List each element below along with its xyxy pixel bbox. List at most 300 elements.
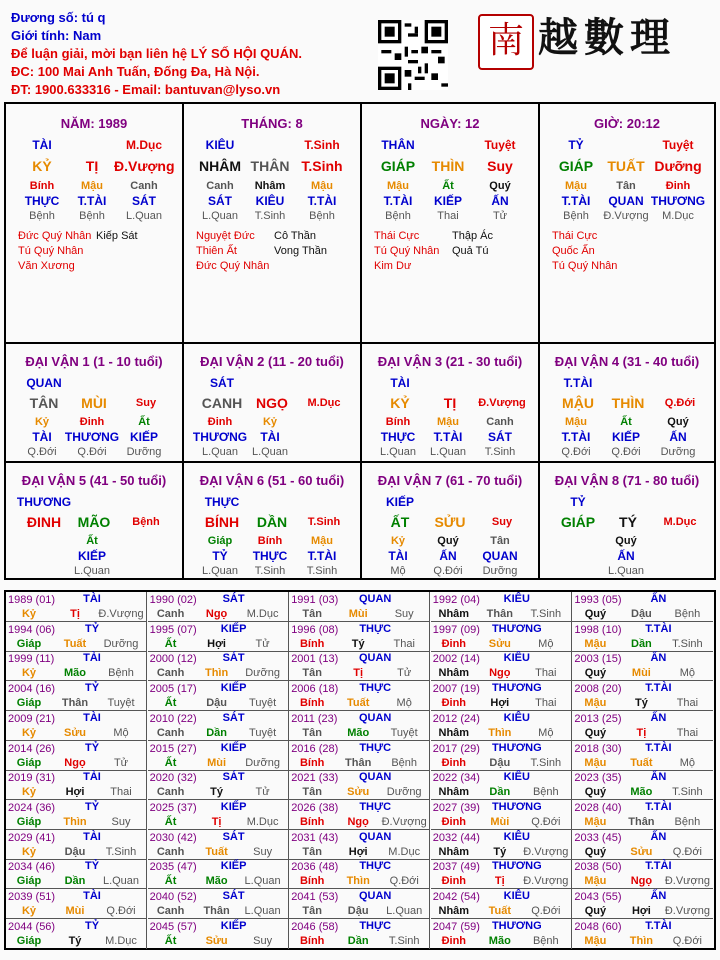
year-label: 2000 (12) <box>149 653 197 666</box>
year-branch: Sửu <box>630 845 653 858</box>
dai-van-phase: Q.Đới <box>664 397 696 409</box>
star-left: Tú Quý Nhân <box>552 260 618 272</box>
year-god: TỶ <box>84 622 100 635</box>
dai-van-branch: MÃO <box>77 514 111 530</box>
star-right: Vong Thần <box>274 245 328 257</box>
year-cell <box>431 681 572 711</box>
year-god: SÁT <box>222 890 245 902</box>
year-cell <box>148 919 289 949</box>
year-branch: Sửu <box>347 786 370 799</box>
year-stem: Nhâm <box>438 667 470 680</box>
year-cell <box>289 741 430 771</box>
pillar-row3: Mậu <box>387 180 409 192</box>
year-stem: Nhâm <box>438 905 470 917</box>
dai-van-god: T.TÀI <box>563 376 593 390</box>
dai-van-hidden-stem: Quý <box>437 535 459 547</box>
year-god: KIẾP <box>220 919 247 932</box>
year-label: 2039 (51) <box>8 891 56 903</box>
year-cell <box>148 592 289 622</box>
pillar-title: NGÀY: 12 <box>420 116 480 131</box>
pillar-row3: Mậu <box>565 180 587 192</box>
pillar-row4: SÁT <box>132 194 156 208</box>
year-phase: Q.Đới <box>389 875 419 888</box>
pillar-row4: THƯƠNG <box>650 194 706 208</box>
dai-van-hidden-stem: Mậu <box>437 416 459 428</box>
year-cell <box>572 711 713 741</box>
year-phase: Tử <box>255 786 270 799</box>
header-line: ĐT: 1900.633316 - Email: bantuvan@lyso.vn <box>11 82 281 97</box>
year-label: 2001 (13) <box>291 653 339 666</box>
year-cell <box>6 622 147 652</box>
star-left: Quốc Ấn <box>552 245 595 257</box>
year-phase: Đ.Vượng <box>523 845 569 858</box>
year-stem: Canh <box>156 905 185 917</box>
dai-van-hidden-stem: Bính <box>385 416 411 428</box>
year-stem: Bính <box>299 756 325 769</box>
year-cell <box>148 859 289 889</box>
year-label: 2038 (50) <box>574 861 622 874</box>
year-phase: M.Dục <box>388 845 421 858</box>
year-cell <box>431 592 572 622</box>
year-stem: Quý <box>584 786 607 799</box>
year-branch: Mão <box>347 726 370 739</box>
dai-van-hidden-phase: Dưỡng <box>126 446 162 458</box>
year-stem: Kỷ <box>21 905 37 917</box>
dai-van-stem: ẤT <box>390 514 410 530</box>
year-phase: Q.Đới <box>531 905 561 917</box>
year-branch: Tị <box>211 815 222 828</box>
star-left: Tú Quý Nhân <box>374 245 440 257</box>
year-phase: Đ.Vượng <box>523 875 569 888</box>
dai-van-hidden-god: TỶ <box>212 549 228 563</box>
dai-van-god: KIẾP <box>385 495 414 509</box>
year-label: 2027 (39) <box>432 801 480 814</box>
year-branch: Dậu <box>206 697 227 710</box>
year-god: SÁT <box>222 771 245 784</box>
star-left: Văn Xương <box>18 260 75 272</box>
year-god: SÁT <box>222 830 245 843</box>
year-cell <box>431 830 572 860</box>
year-branch: Hợi <box>490 697 510 710</box>
dai-van-hidden-stem: Quý <box>667 416 689 428</box>
year-god: ẤN <box>650 830 667 843</box>
year-label: 1997 (09) <box>432 623 480 636</box>
year-phase: Đ.Vượng <box>98 608 144 620</box>
year-label: 1998 (10) <box>574 623 622 636</box>
year-god: SÁT <box>222 711 245 724</box>
year-cell <box>431 651 572 681</box>
year-god: TỶ <box>84 682 100 695</box>
year-label: 2022 (34) <box>432 772 480 785</box>
year-god: KIÊU <box>503 711 530 724</box>
year-label: 1989 (01) <box>8 594 56 606</box>
year-label: 2009 (21) <box>8 712 56 725</box>
year-label: 2036 (48) <box>291 861 339 874</box>
star-right: Quả Tú <box>452 245 489 257</box>
star-left: Thái Cực <box>552 230 598 242</box>
star-left: Đức Quý Nhân <box>18 230 92 242</box>
year-god: THƯƠNG <box>491 800 542 813</box>
year-label: 2023 (35) <box>574 772 622 785</box>
year-label: 2015 (27) <box>149 742 197 755</box>
pillar-row3: Tân <box>616 180 636 192</box>
year-branch: Hợi <box>631 905 651 917</box>
pillar-row3: Ất <box>442 180 454 192</box>
year-stem: Kỷ <box>21 667 37 680</box>
header-line: Đương số: tú q <box>11 10 106 25</box>
year-label: 2017 (29) <box>432 742 480 755</box>
year-branch: Tý <box>210 786 224 799</box>
year-god: THƯƠNG <box>491 860 542 873</box>
dai-van-title: ĐẠI VẬN 1 (1 - 10 tuổi) <box>25 354 163 369</box>
dai-van-hidden-god: ẤN <box>669 430 687 444</box>
year-stem: Giáp <box>16 875 42 888</box>
dai-van-god: THƯƠNG <box>16 495 72 509</box>
dai-van-hidden-stem: Ất <box>138 416 150 428</box>
year-phase: Q.Đới <box>672 934 702 947</box>
year-phase: Thai <box>393 637 415 650</box>
year-phase: Bệnh <box>532 934 559 947</box>
year-god: QUAN <box>358 771 392 784</box>
year-phase: T.Sinh <box>530 756 562 769</box>
year-god: KIÊU <box>503 652 530 665</box>
year-phase: Bệnh <box>391 756 418 769</box>
year-label: 2028 (40) <box>574 801 622 814</box>
year-cell <box>572 592 713 622</box>
dai-van-title: ĐẠI VẬN 6 (51 - 60 tuổi) <box>199 473 345 488</box>
year-branch: Mùi <box>65 905 85 917</box>
dai-van-title: ĐẠI VẬN 4 (31 - 40 tuổi) <box>554 354 700 369</box>
year-cell <box>289 919 430 949</box>
dai-van-hidden-phase: L.Quan <box>251 446 289 458</box>
year-branch: Tị <box>494 875 505 888</box>
year-branch: Thìn <box>346 875 370 888</box>
year-stem: Đinh <box>441 934 467 947</box>
year-label: 2029 (41) <box>8 831 56 844</box>
year-phase: Tuyệt <box>107 697 135 710</box>
year-god: QUAN <box>358 652 392 665</box>
year-phase: Tuyệt <box>249 726 277 739</box>
dai-van-cell <box>362 463 540 578</box>
year-branch: Hợi <box>65 786 85 799</box>
dai-van-stem: CANH <box>201 395 243 411</box>
year-label: 1991 (03) <box>291 594 339 606</box>
year-label: 2011 (23) <box>291 712 338 725</box>
year-phase: M.Dục <box>246 608 279 620</box>
star-left: Đức Quý Nhân <box>196 260 270 272</box>
dai-van-god: TỶ <box>570 495 586 509</box>
year-cell <box>6 592 147 622</box>
year-stem: Đinh <box>441 637 467 650</box>
year-label: 2012 (24) <box>432 712 480 725</box>
pillar-row2: Đ.Vượng <box>114 158 175 174</box>
year-label: 2035 (47) <box>149 861 197 874</box>
year-branch: Dần <box>64 875 86 888</box>
year-phase: L.Quan <box>386 905 423 917</box>
year-cell <box>148 651 289 681</box>
year-cell <box>148 681 289 711</box>
year-god: KIÊU <box>503 830 530 843</box>
year-stem: Giáp <box>16 934 42 947</box>
year-stem: Bính <box>299 637 325 650</box>
year-branch: Thìn <box>204 667 229 680</box>
pillar-row4: QUAN <box>608 194 644 208</box>
year-god: THƯƠNG <box>491 682 542 695</box>
dai-van-hidden-god: T.TÀI <box>433 430 463 444</box>
pillar-title: THÁNG: 8 <box>241 116 303 131</box>
year-god: QUAN <box>358 593 392 605</box>
year-label: 2005 (17) <box>149 683 197 696</box>
dai-van-phase: M.Dục <box>663 516 697 528</box>
pillar-cell <box>362 104 540 344</box>
year-stem: Kỷ <box>21 845 37 858</box>
year-cell <box>431 711 572 741</box>
year-cell <box>289 830 430 860</box>
dai-van-phase: Bệnh <box>132 516 160 528</box>
year-label: 1999 (11) <box>8 653 55 666</box>
pillar-row2: THÂN <box>250 158 290 174</box>
pillar-row4: T.TÀI <box>307 194 337 208</box>
year-label: 1993 (05) <box>574 594 622 606</box>
year-god: TÀI <box>83 711 101 724</box>
dai-van-god: QUAN <box>26 376 62 390</box>
header-line: Giới tính: Nam <box>11 28 102 43</box>
year-god: KIÊU <box>503 771 530 784</box>
year-phase: L.Quan <box>102 875 140 888</box>
dai-van-hidden-stem: Bính <box>257 535 283 547</box>
year-branch: Sửu <box>205 934 228 947</box>
pillar-stems-top: TỶ <box>568 138 584 152</box>
year-cell <box>572 741 713 771</box>
year-stem: Nhâm <box>438 845 470 858</box>
year-stem: Bính <box>299 934 325 947</box>
year-cell <box>6 741 147 771</box>
year-phase: Q.Đới <box>106 905 136 917</box>
year-god: KIẾP <box>220 622 247 635</box>
year-branch: Thìn <box>629 934 653 947</box>
year-phase: Q.Đới <box>531 815 561 828</box>
year-stem: Giáp <box>16 756 42 769</box>
pillar-row4: T.TÀI <box>561 194 591 208</box>
year-label: 1996 (08) <box>291 623 339 636</box>
year-phase: Dưỡng <box>103 637 139 650</box>
dai-van-hidden-god: SÁT <box>488 430 512 444</box>
year-phase: Mộ <box>538 637 554 650</box>
pillar-row3: Mậu <box>81 180 103 192</box>
year-cell <box>6 770 147 800</box>
pillar-row3: Canh <box>130 180 158 192</box>
year-branch: Mùi <box>207 756 227 769</box>
year-branch: Mùi <box>490 815 510 828</box>
year-god: KIẾP <box>220 741 247 754</box>
year-branch: Dậu <box>347 905 369 917</box>
year-cell <box>572 681 713 711</box>
pillar-row3: Bính <box>29 180 55 192</box>
header-line: ĐC: 100 Mai Anh Tuấn, Đống Đa, Hà Nội. <box>11 64 260 79</box>
dai-van-branch: TÝ <box>619 514 637 530</box>
year-phase: Tử <box>113 756 129 769</box>
dai-van-hidden-phase: Q.Đới <box>77 446 107 458</box>
pillar-stems-top: M.Dục <box>126 138 162 152</box>
year-cell <box>572 770 713 800</box>
year-label: 2018 (30) <box>574 742 622 755</box>
year-cell <box>572 919 713 949</box>
year-god: TỶ <box>84 800 100 813</box>
year-god: ẤN <box>650 771 667 784</box>
pillar-row2: NHÂM <box>199 158 241 174</box>
pillar-cell <box>6 104 184 344</box>
year-cell <box>289 592 430 622</box>
year-god: KIẾP <box>220 800 247 813</box>
year-cell <box>572 859 713 889</box>
year-branch: Thìn <box>488 726 512 739</box>
pillar-row5: Tử <box>492 210 508 222</box>
dai-van-stem: TÂN <box>29 395 59 411</box>
year-branch: Tý <box>68 934 82 947</box>
year-stem: Giáp <box>16 697 42 710</box>
dai-van-god: SÁT <box>210 376 234 390</box>
year-branch: Sửu <box>63 726 87 739</box>
year-stem: Ất <box>164 875 177 888</box>
pillar-title: NĂM: 1989 <box>60 116 128 131</box>
year-cell <box>6 859 147 889</box>
year-phase: Mộ <box>679 756 696 769</box>
year-cell <box>6 651 147 681</box>
dai-van-hidden-god: TÀI <box>388 549 408 563</box>
dai-van-hidden-stem: Kỷ <box>262 416 278 428</box>
year-label: 2010 (22) <box>149 712 197 725</box>
star-left: Kim Dư <box>374 260 412 272</box>
year-god: THỰC <box>359 919 392 932</box>
year-god: ẤN <box>650 890 667 902</box>
year-god: TỶ <box>84 741 100 754</box>
year-god: TÀI <box>83 830 101 843</box>
year-branch: Thân <box>486 608 513 620</box>
pillar-stems-top: Tuyệt <box>662 138 694 152</box>
year-label: 2014 (26) <box>8 742 56 755</box>
year-stem: Kỷ <box>21 608 37 620</box>
pillar-row5: M.Dục <box>662 210 694 222</box>
dai-van-cell <box>540 344 714 463</box>
year-label: 2048 (60) <box>574 920 622 933</box>
year-phase: T.Sinh <box>105 845 137 858</box>
year-god: ẤN <box>650 652 667 665</box>
year-cell <box>289 889 430 919</box>
year-stem: Mậu <box>584 697 607 710</box>
year-label: 2013 (25) <box>574 712 622 725</box>
year-branch: Tuất <box>488 905 511 917</box>
dai-van-branch: TỊ <box>443 395 457 411</box>
year-phase: T.Sinh <box>672 786 703 799</box>
star-left: Thiên Ất <box>196 245 237 257</box>
year-stem: Quý <box>584 667 607 680</box>
year-god: TÀI <box>83 890 101 902</box>
dai-van-hidden-god: THƯƠNG <box>192 430 248 444</box>
year-label: 1990 (02) <box>149 594 197 606</box>
dai-van-hidden-god: TÀI <box>260 430 280 444</box>
pillar-row3: Mậu <box>311 180 333 192</box>
year-god: THỰC <box>359 800 392 813</box>
year-label: 2008 (20) <box>574 683 622 696</box>
pillar-cell <box>184 104 362 344</box>
pillar-row5: Đ.Vượng <box>603 210 649 222</box>
year-branch: Thân <box>203 905 230 917</box>
year-god: THỰC <box>359 682 392 695</box>
year-stem: Mậu <box>584 875 607 888</box>
year-label: 2002 (14) <box>432 653 480 666</box>
year-phase: Tuyệt <box>249 697 277 710</box>
pillar-row5: Bệnh <box>29 210 55 222</box>
year-stem: Tân <box>302 608 322 620</box>
year-phase: Tử <box>255 637 270 650</box>
year-label: 2024 (36) <box>8 801 56 814</box>
year-god: THƯƠNG <box>491 919 542 932</box>
pillar-row2: THÌN <box>431 158 465 174</box>
year-label: 2043 (55) <box>574 891 622 903</box>
year-phase: Bệnh <box>108 667 134 680</box>
year-god: T.TÀI <box>645 622 672 635</box>
year-cell <box>289 651 430 681</box>
dai-van-hidden-stem: Đinh <box>207 416 233 428</box>
year-label: 2026 (38) <box>291 801 339 814</box>
year-cell <box>289 800 430 830</box>
year-cell <box>572 651 713 681</box>
year-cell <box>148 741 289 771</box>
year-god: T.TÀI <box>645 919 672 932</box>
year-stem: Giáp <box>16 815 42 828</box>
year-label: 2006 (18) <box>291 683 339 696</box>
year-branch: Tuất <box>205 845 228 858</box>
star-left: Tú Quý Nhân <box>18 245 84 257</box>
year-branch: Dậu <box>631 608 652 620</box>
year-god: THƯƠNG <box>491 741 542 754</box>
year-god: KIÊU <box>503 593 530 605</box>
year-cell <box>289 622 430 652</box>
year-stem: Bính <box>299 875 325 888</box>
year-stem: Quý <box>584 845 607 858</box>
year-stem: Canh <box>156 667 185 680</box>
pillar-row2: GIÁP <box>380 158 416 174</box>
year-phase: M.Dục <box>105 934 137 947</box>
dai-van-hidden-phase: L.Quan <box>429 446 467 458</box>
pillar-stems-top: T.Sinh <box>304 138 340 152</box>
year-stem: Tân <box>302 786 322 799</box>
year-label: 2004 (16) <box>8 683 56 696</box>
year-phase: L.Quan <box>244 875 281 888</box>
dai-van-hidden-stem: Kỷ <box>34 416 50 428</box>
year-stem: Mậu <box>584 934 607 947</box>
dai-van-title: ĐẠI VẬN 8 (71 - 80 tuổi) <box>554 473 700 488</box>
year-branch: Dần <box>489 786 511 799</box>
year-cell <box>431 800 572 830</box>
brand-logo: 越數理 <box>538 14 676 61</box>
dai-van-hidden-god: ẤN <box>439 549 457 563</box>
year-god: THỰC <box>359 860 392 873</box>
pillar-row2: KỶ <box>32 158 52 174</box>
dai-van-branch: MÙI <box>81 395 107 411</box>
star-left: Thái Cực <box>374 230 420 242</box>
dai-van-hidden-stem: Tân <box>490 535 510 547</box>
year-branch: Ngọ <box>205 608 228 620</box>
dai-van-hidden-god: KIẾP <box>611 430 640 444</box>
year-god: T.TÀI <box>645 860 672 873</box>
dai-van-cell <box>362 344 540 463</box>
dai-van-hidden-god: THỰC <box>252 549 288 563</box>
dai-van-god: TÀI <box>390 376 410 390</box>
year-god: T.TÀI <box>645 741 672 754</box>
year-branch: Tý <box>493 845 507 858</box>
dai-van-branch: NGỌ <box>256 395 288 411</box>
